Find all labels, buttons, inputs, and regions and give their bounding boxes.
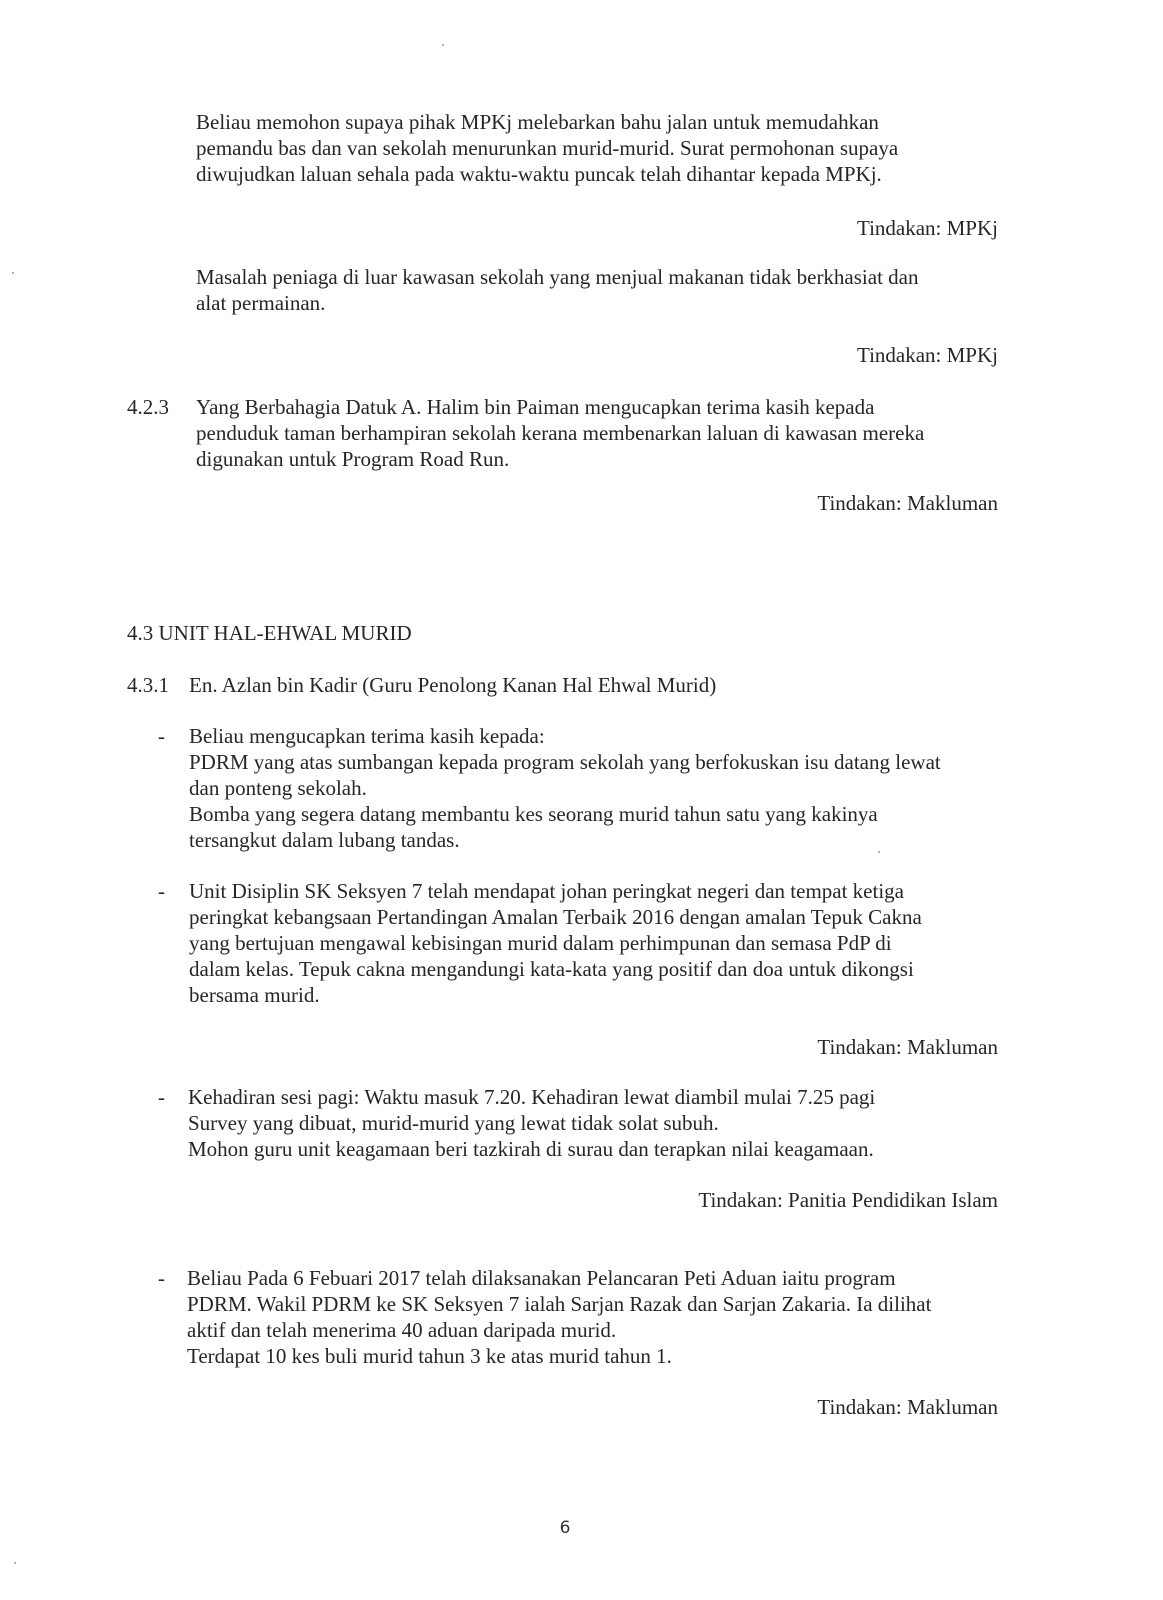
paragraph-line: Survey yang dibuat, murid-murid yang lewat tidak solat subuh.: [188, 1111, 719, 1135]
bullet-dash: -: [158, 1085, 165, 1109]
action-note: Tindakan: MPKj: [856, 216, 998, 240]
scan-speck: [14, 1562, 16, 1564]
paragraph-line: Beliau Pada 6 Febuari 2017 telah dilaksanakan Pelancaran Peti Aduan iaitu program: [187, 1266, 896, 1290]
section-number: 4.3.1: [127, 673, 169, 697]
paragraph-line: Beliau memohon supaya pihak MPKj melebarkan bahu jalan untuk memudahkan: [196, 110, 879, 134]
scan-speck: [442, 44, 444, 46]
paragraph-line: pemandu bas dan van sekolah menurunkan murid-murid. Surat permohonan supaya: [196, 136, 899, 160]
action-note: Tindakan: Makluman: [817, 1395, 998, 1419]
paragraph-line: PDRM yang atas sumbangan kepada program sekolah yang berfokuskan isu datang lewat: [189, 750, 941, 774]
paragraph-line: Yang Berbahagia Datuk A. Halim bin Paiman mengucapkan terima kasih kepada: [196, 395, 875, 419]
bullet-dash: -: [158, 724, 165, 748]
scan-speck: [12, 272, 14, 274]
paragraph-line: penduduk taman berhampiran sekolah kerana membenarkan laluan di kawasan mereka: [196, 421, 925, 445]
section-number: 4.2.3: [127, 395, 169, 419]
action-note: Tindakan: Makluman: [817, 1035, 998, 1059]
paragraph-line: yang bertujuan mengawal kebisingan murid dalam perhimpunan dan semasa PdP di: [189, 931, 892, 955]
paragraph-line: peringkat kebangsaan Pertandingan Amalan Terbaik 2016 dengan amalan Tepuk Cakna: [189, 905, 922, 929]
action-note: Tindakan: Panitia Pendidikan Islam: [698, 1188, 998, 1212]
paragraph-line: Beliau mengucapkan terima kasih kepada:: [189, 724, 545, 748]
paragraph-line: PDRM. Wakil PDRM ke SK Seksyen 7 ialah Sarjan Razak dan Sarjan Zakaria. Ia dilihat: [187, 1292, 932, 1316]
action-note: Tindakan: Makluman: [817, 491, 998, 515]
section-title: En. Azlan bin Kadir (Guru Penolong Kanan Hal Ehwal Murid): [189, 673, 717, 697]
section-heading: 4.3 UNIT HAL-EHWAL MURID: [127, 621, 412, 645]
bullet-dash: -: [158, 1266, 165, 1290]
paragraph-line: aktif dan telah menerima 40 aduan daripada murid.: [187, 1318, 617, 1342]
bullet-dash: -: [158, 879, 165, 903]
paragraph-line: bersama murid.: [189, 983, 320, 1007]
paragraph-line: Mohon guru unit keagamaan beri tazkirah di surau dan terapkan nilai keagamaan.: [188, 1137, 874, 1161]
action-note: Tindakan: MPKj: [856, 343, 998, 367]
paragraph-line: diwujudkan laluan sehala pada waktu-waktu puncak telah dihantar kepada MPKj.: [196, 162, 882, 186]
paragraph-line: Bomba yang segera datang membantu kes seorang murid tahun satu yang kakinya: [189, 802, 878, 826]
paragraph-line: Unit Disiplin SK Seksyen 7 telah mendapat johan peringkat negeri dan tempat ketiga: [189, 879, 904, 903]
paragraph-line: Terdapat 10 kes buli murid tahun 3 ke atas murid tahun 1.: [187, 1344, 672, 1368]
paragraph-line: Kehadiran sesi pagi: Waktu masuk 7.20. Kehadiran lewat diambil mulai 7.25 pagi: [188, 1085, 876, 1109]
paragraph-line: alat permainan.: [196, 291, 326, 315]
paragraph-line: dalam kelas. Tepuk cakna mengandungi kata-kata yang positif dan doa untuk dikongsi: [189, 957, 914, 981]
paragraph-line: dan ponteng sekolah.: [189, 776, 367, 800]
paragraph-line: digunakan untuk Program Road Run.: [196, 447, 510, 471]
page-number: 6: [559, 1518, 571, 1538]
paragraph-line: tersangkut dalam lubang tandas.: [189, 828, 460, 852]
paragraph-line: Masalah peniaga di luar kawasan sekolah yang menjual makanan tidak berkhasiat dan: [196, 265, 919, 289]
